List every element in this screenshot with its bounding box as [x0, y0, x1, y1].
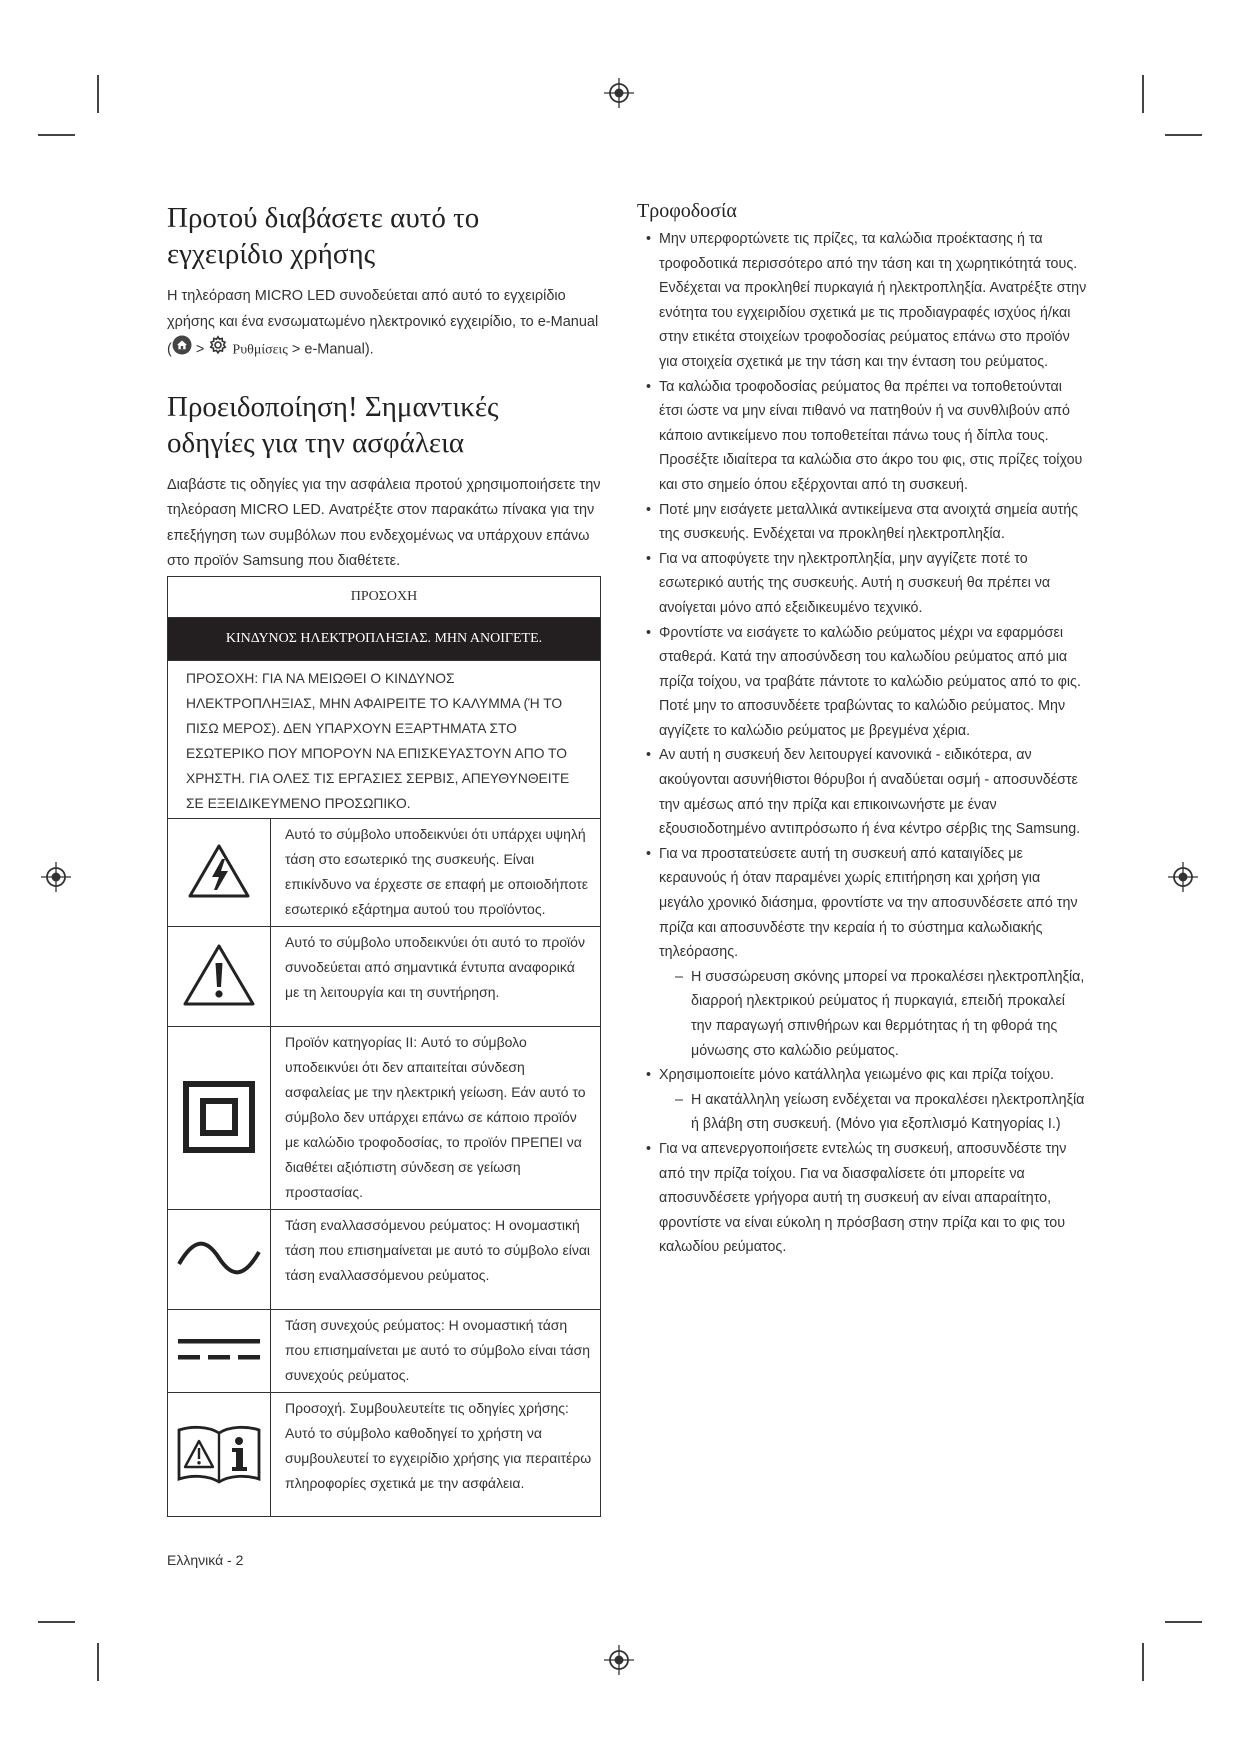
registration-mark-icon: [41, 862, 71, 892]
list-item-text: Τα καλώδια τροφοδοσίας ρεύματος θα πρέπει να τοποθετούνται έτσι ώστε να μην είναι πιθανό να πατηθούν ή να συνθλιβούν από κάποιο αντικείμενο που τοποθετείται πάνω τους ή δίπλα τους. Προσέξτε ιδιαίτερα τα καλώδια στο άκρο του φις, στις πρίζες τοίχου και στο σημείο όπου εξέρχονται από τη συσκευή.: [659, 378, 1083, 493]
list-item: [637, 227, 1087, 375]
table-header-row: [168, 577, 601, 618]
path-settings: Ρυθμίσεις: [232, 342, 288, 358]
path-separator: >: [195, 341, 205, 358]
table-row: [168, 1310, 601, 1393]
list-item-text: Για να απενεργοποιήσετε εντελώς τη συσκευή, αποσυνδέστε την από την πρίζα τοίχου. Για να διασφαλίσετε ότι μπορείτε να αποσυνδέσετε γρήγορα αυτή τη συσκευή αν είναι απαραίτητο, φροντίστε να είναι εύκολη η πρόσβαση στην πρίζα και το φις του καλωδίου ρεύματος.: [659, 1140, 1067, 1256]
section-heading: Τροφοδοσία: [637, 200, 737, 222]
symbol-description: Τάση εναλλασσόμενου ρεύματος: Η ονομαστική τάση που επισημαίνεται με αυτό το σύμβολο είναι τάση εναλλασσόμενου ρεύματος.: [271, 1210, 601, 1310]
crop-mark: [1142, 1643, 1144, 1681]
list-item: [637, 1063, 1087, 1137]
home-icon: [172, 335, 192, 365]
list-item-text: Φροντίστε να εισάγετε το καλώδιο ρεύματος μέχρι να εφαρμόσει σταθερά. Κατά την αποσύνδεση του καλωδίου ρεύματος από μια πρίζα τοίχου, να τραβάτε πάντοτε το καλώδιο ρεύματος από το φις. Ποτέ μην το αποσυνδέετε τραβώντας το καλώδιο ρεύματος. Μην αγγίζετε το καλώδιο ρεύματος με βρεγμένα χέρια.: [659, 624, 1081, 739]
bullet: •: [646, 501, 652, 518]
sub-item-text: Η ακατάλληλη γείωση ενδέχεται να προκαλέσει ηλεκτροπληξία ή βλάβη στη συσκευή. (Μόνο για εξοπλισμό Κατηγορίας I.): [691, 1091, 1085, 1133]
bullet: •: [646, 845, 652, 862]
crop-mark: [1142, 75, 1144, 113]
exclamation-triangle-icon: [168, 927, 271, 1027]
caution-text: ΠΡΟΣΟΧΗ: ΓΙΑ ΝΑ ΜΕΙΩΘΕΙ Ο ΚΙΝΔΥΝΟΣ ΗΛΕΚΤΡΟΠΛΗΞΙΑΣ, ΜΗΝ ΑΦΑΙΡΕΙΤΕ ΤΟ ΚΑΛΥΜΜΑ (Ή ΤΟ ΠΙΣΩ ΜΕΡΟΣ). ΔΕΝ ΥΠΑΡΧΟΥΝ ΕΞΑΡΤΗΜΑΤΑ ΣΤΟ ΕΣΩΤΕΡΙΚΟ ΠΟΥ ΜΠΟΡΟΥΝ ΝΑ ΕΠΙΣΚΕΥΑΣΤΟΥΝ ΑΠΟ ΤΟ ΧΡΗΣΤΗ. ΓΙΑ ΟΛΕΣ ΤΙΣ ΕΡΓΑΣΙΕΣ ΣΕΡΒΙΣ, ΑΠΕΥΘΥΝΘΕΙΤΕ ΣΕ ΕΞΕΙΔΙΚΕΥΜΕΝΟ ΠΡΟΣΩΠΙΚΟ.: [168, 661, 601, 819]
symbol-description: Αυτό το σύμβολο υποδεικνύει ότι υπάρχει υψηλή τάση στο εσωτερικό της συσκευής. Είναι επικίνδυνο να έρχεστε σε επαφή με οποιοδήποτε εσωτερικό εξάρτημα αυτού του προϊόντος.: [271, 819, 601, 927]
path-end: ).: [364, 341, 374, 358]
list-item-text: Ποτέ μην εισάγετε μεταλλικά αντικείμενα στα ανοιχτά σημεία αυτής της συσκευής. Ενδέχεται να προκληθεί ηλεκτροπληξία.: [659, 501, 1079, 543]
list-item: [637, 743, 1087, 841]
crop-mark: [97, 75, 99, 113]
bullet: •: [646, 1067, 652, 1084]
list-item-text: Μην υπερφορτώνετε τις πρίζες, τα καλώδια προέκτασης ή τα τροφοδοτικά περισσότερο από την τάση και τη χωρητικότητά τους. Ενδέχεται να προκληθεί πυρκαγιά ή ηλεκτροπληξία. Ανατρέξτε στην ενότητα του εγχειριδίου σχετικά με τις προδιαγραφές ισχύος ή/και στην ετικέτα στοιχείων τροφοδοσίας ρεύματος επάνω στο προϊόν για στοιχεία σχετικά με την τάση και την ένταση του ρεύματος.: [659, 231, 1087, 370]
bullet: •: [646, 378, 652, 395]
caution-header: ΠΡΟΣΟΧΗ: [168, 577, 601, 618]
symbol-description: Τάση συνεχούς ρεύματος: Η ονομαστική τάση που επισημαίνεται με αυτό το σύμβολο είναι τάση συνεχούς ρεύματος.: [271, 1310, 601, 1393]
table-row: [168, 1027, 601, 1210]
bullet: •: [646, 550, 652, 567]
table-row: [168, 1393, 601, 1517]
consult-manual-icon: [168, 1393, 271, 1517]
sub-item-text: Η συσσώρευση σκόνης μπορεί να προκαλέσει ηλεκτροπληξία, διαρροή ηλεκτρικού ρεύματος ή πυρκαγιά, επειδή προκαλεί την παραγωγή σπινθήρων και θερμότητας ή τη φθορά της μόνωσης στο καλώδιο ρεύματος.: [691, 968, 1085, 1059]
registration-mark-icon: [604, 1645, 634, 1675]
bullet: •: [646, 1140, 652, 1157]
bullet: •: [646, 624, 652, 641]
high-voltage-icon: [168, 819, 271, 927]
intro-paragraph: [167, 284, 607, 365]
list-item: [637, 842, 1087, 1063]
list-item-text: Για να αποφύγετε την ηλεκτροπληξία, μην αγγίζετε ποτέ το εσωτερικό αυτής της συσκευής. Αυτή η συσκευή θα πρέπει να ανοίγεται μόνο από εξειδικευμένο τεχνικό.: [659, 550, 1051, 616]
list-item-text: Χρησιμοποιείτε μόνο κατάλληλα γειωμένο φις και πρίζα τοίχου.: [659, 1067, 1054, 1084]
dc-voltage-icon: [168, 1310, 271, 1393]
symbol-description: Προϊόν κατηγορίας II: Αυτό το σύμβολο υποδεικνύει ότι δεν απαιτείται σύνδεση ασφαλείας με την ηλεκτρική γείωση. Εάν αυτό το σύμβολο δεν υπάρχει επάνω σε κάποιο προϊόν με καλώδιο τροφοδοσίας, το προϊόν ΠΡΕΠΕΙ να διαθέτει αξιόπιστη σύνδεση σε γείωση προστασίας.: [271, 1027, 601, 1210]
power-supply-list: [637, 227, 1087, 1260]
list-item: [637, 621, 1087, 744]
right-column: [637, 200, 1087, 1260]
path-separator: >: [291, 341, 301, 358]
bullet: •: [646, 747, 652, 764]
crop-mark: [1165, 134, 1202, 136]
list-item: [637, 375, 1087, 498]
table-row: [168, 1210, 601, 1310]
sub-item: [659, 965, 1087, 1063]
intro-text: Η τηλεόραση MICRO LED συνοδεύεται από αυτό το εγχειρίδιο χρήσης και ένα ενσωματωμένο ηλεκτρονικό εγχειρίδιο, το e-Manual (: [167, 288, 599, 358]
table-row: [168, 661, 601, 819]
path-emanual: e-Manual: [304, 341, 365, 358]
table-row: [168, 927, 601, 1027]
table-header-row: [168, 618, 601, 661]
table-row: [168, 819, 601, 927]
symbol-description: Αυτό το σύμβολο υποδεικνύει ότι αυτό το προϊόν συνοδεύεται από σημαντικά έντυπα αναφορικά με τη λειτουργία και τη συντήρηση.: [271, 927, 601, 1027]
symbol-description: Προσοχή. Συμβουλευτείτε τις οδηγίες χρήσης: Αυτό το σύμβολο καθοδηγεί το χρήστη να συμβουλευτεί το εγχειρίδιο χρήσης για περαιτέρω πληροφορίες σχετικά με την ασφάλεια.: [271, 1393, 601, 1517]
page-number: Ελληνικά - 2: [167, 1552, 244, 1568]
list-item: [637, 1137, 1087, 1260]
crop-mark: [38, 134, 75, 136]
safety-intro-paragraph: Διαβάστε τις οδηγίες για την ασφάλεια προτού χρησιμοποιήσετε την τηλεόραση MICRO LED. Ανατρέξτε στον παρακάτω πίνακα για την επεξήγηση των συμβόλων που ενδεχομένως να υπάρχουν επάνω στο προϊόν Samsung που διαθέτετε.: [167, 476, 601, 569]
crop-mark: [1165, 1621, 1202, 1623]
crop-mark: [97, 1643, 99, 1681]
list-item-text: Για να προστατεύσετε αυτή τη συσκευή από καταιγίδες με κεραυνούς ή όταν παραμένει χωρίς επιτήρηση και χρήση για μεγάλο χρονικό διάσημα, φροντίστε να την αποσυνδέσετε από την πρίζα και αποσυνδέστε την κεραία ή το σύστημα καλωδιακής τηλεόρασης.: [659, 845, 1078, 961]
registration-mark-icon: [1168, 862, 1198, 892]
list-item: [637, 547, 1087, 621]
list-item: [637, 498, 1087, 547]
danger-header: ΚΙΝΔΥΝΟΣ ΗΛΕΚΤΡΟΠΛΗΞΙΑΣ. ΜΗΝ ΑΝΟΙΓΕΤΕ.: [168, 618, 601, 661]
page-title: Προτού διαβάσετε αυτό το εγχειρίδιο χρήσης: [167, 202, 480, 270]
crop-mark: [38, 1621, 75, 1623]
safety-warning-title: Προειδοποίηση! Σημαντικές οδηγίες για την ασφάλεια: [167, 390, 499, 459]
safety-symbols-table: [167, 576, 601, 1517]
gear-icon: [208, 335, 228, 365]
class-ii-icon: [168, 1027, 271, 1210]
sub-item: [659, 1088, 1087, 1137]
dash: –: [675, 1091, 683, 1108]
dash: –: [675, 968, 683, 985]
left-column: [167, 200, 607, 575]
registration-mark-icon: [604, 78, 634, 108]
bullet: •: [646, 231, 652, 247]
ac-voltage-icon: [168, 1210, 271, 1310]
list-item-text: Αν αυτή η συσκευή δεν λειτουργεί κανονικά - ειδικότερα, αν ακούγονται ασυνήθιστοι θόρυβοι ή αναδύεται οσμή - αποσυνδέστε την αμέσως από την πρίζα και επικοινωνήστε με έναν εξουσιοδοτημένο αντιπρόσωπο ή ένα κέντρο σέρβις της Samsung.: [659, 747, 1081, 838]
